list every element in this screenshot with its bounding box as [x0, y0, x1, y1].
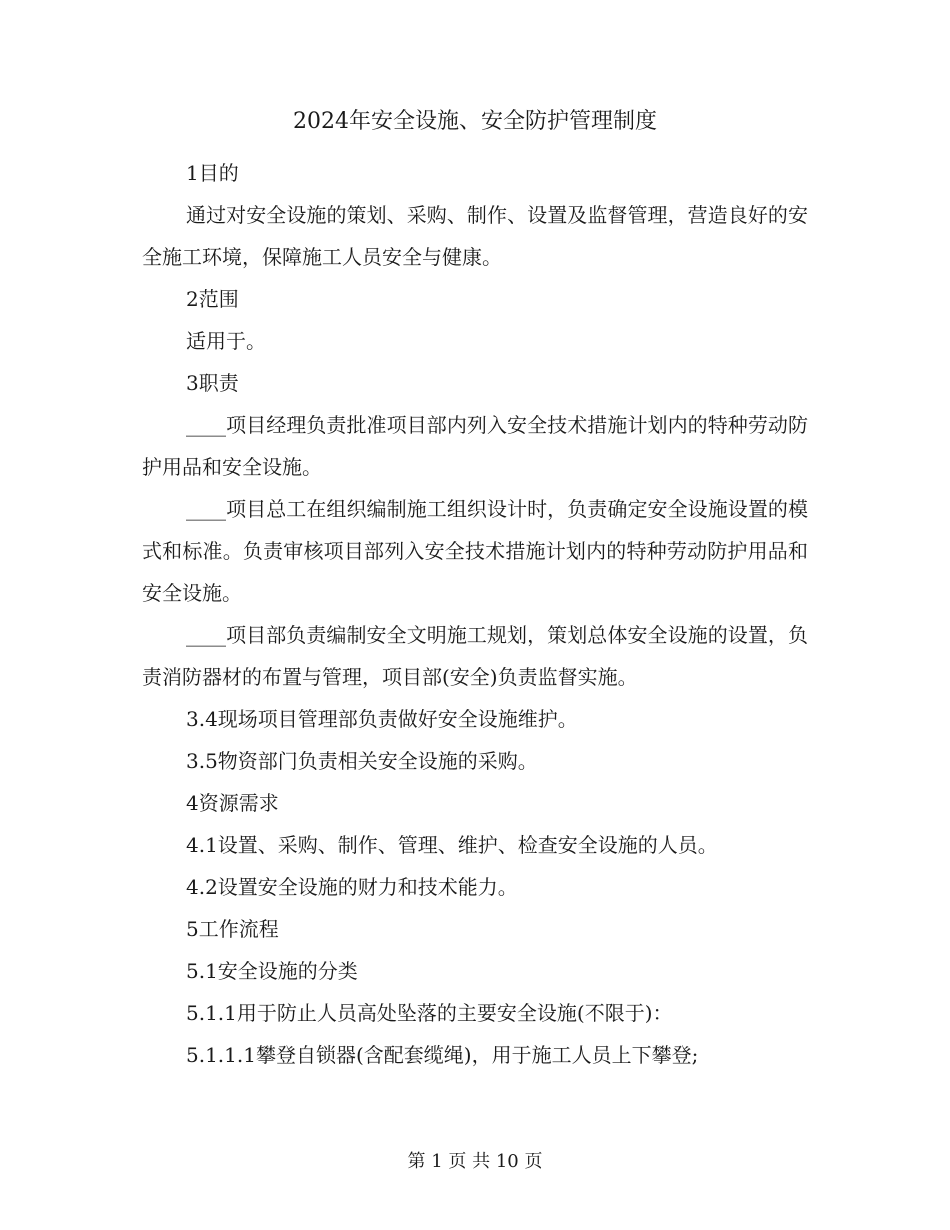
heading-resources: 4资源需求: [186, 791, 279, 815]
heading-responsibilities: 3职责: [186, 371, 239, 395]
paragraph-scope: 适用于。: [186, 329, 266, 353]
document-body: [142, 152, 808, 1076]
paragraph-3-4: 3.4现场项目管理部负责做好安全设施维护。: [186, 707, 578, 731]
paragraph-4-2: 4.2设置安全设施的财力和技术能力。: [186, 875, 518, 899]
paragraph-responsibility-project-dept: ____项目部负责编制安全文明施工规划，策划总体安全设施的设置，负责消防器材的布置与管理，项目部(安全)负责监督实施。: [142, 623, 808, 689]
paragraph-purpose: 通过对安全设施的策划、采购、制作、设置及监督管理，营造良好的安全施工环境，保障施工人员安全与健康。: [142, 203, 808, 269]
heading-workflow: 5工作流程: [186, 917, 279, 941]
paragraph-5-1-1: 5.1.1用于防止人员高处坠落的主要安全设施(不限于)：: [186, 1001, 673, 1025]
paragraph-5-1: 5.1安全设施的分类: [186, 959, 358, 983]
paragraph-responsibility-manager: ____项目经理负责批准项目部内列入安全技术措施计划内的特种劳动防护用品和安全设施。: [142, 413, 808, 479]
heading-scope: 2范围: [186, 287, 239, 311]
heading-purpose: 1目的: [186, 161, 239, 185]
paragraph-4-1: 4.1设置、采购、制作、管理、维护、检查安全设施的人员。: [186, 833, 718, 857]
page-footer: 第 1 页 共 10 页: [407, 1151, 543, 1172]
document-title: 2024年安全设施、安全防护管理制度: [293, 109, 657, 134]
paragraph-responsibility-chief-engineer: ____项目总工在组织编制施工组织设计时，负责确定安全设施设置的模式和标准。负责审核项目部列入安全技术措施计划内的特种劳动防护用品和安全设施。: [142, 497, 808, 605]
paragraph-3-5: 3.5物资部门负责相关安全设施的采购。: [186, 749, 538, 773]
paragraph-5-1-1-1: 5.1.1.1攀登自锁器(含配套缆绳)，用于施工人员上下攀登;: [186, 1043, 699, 1067]
